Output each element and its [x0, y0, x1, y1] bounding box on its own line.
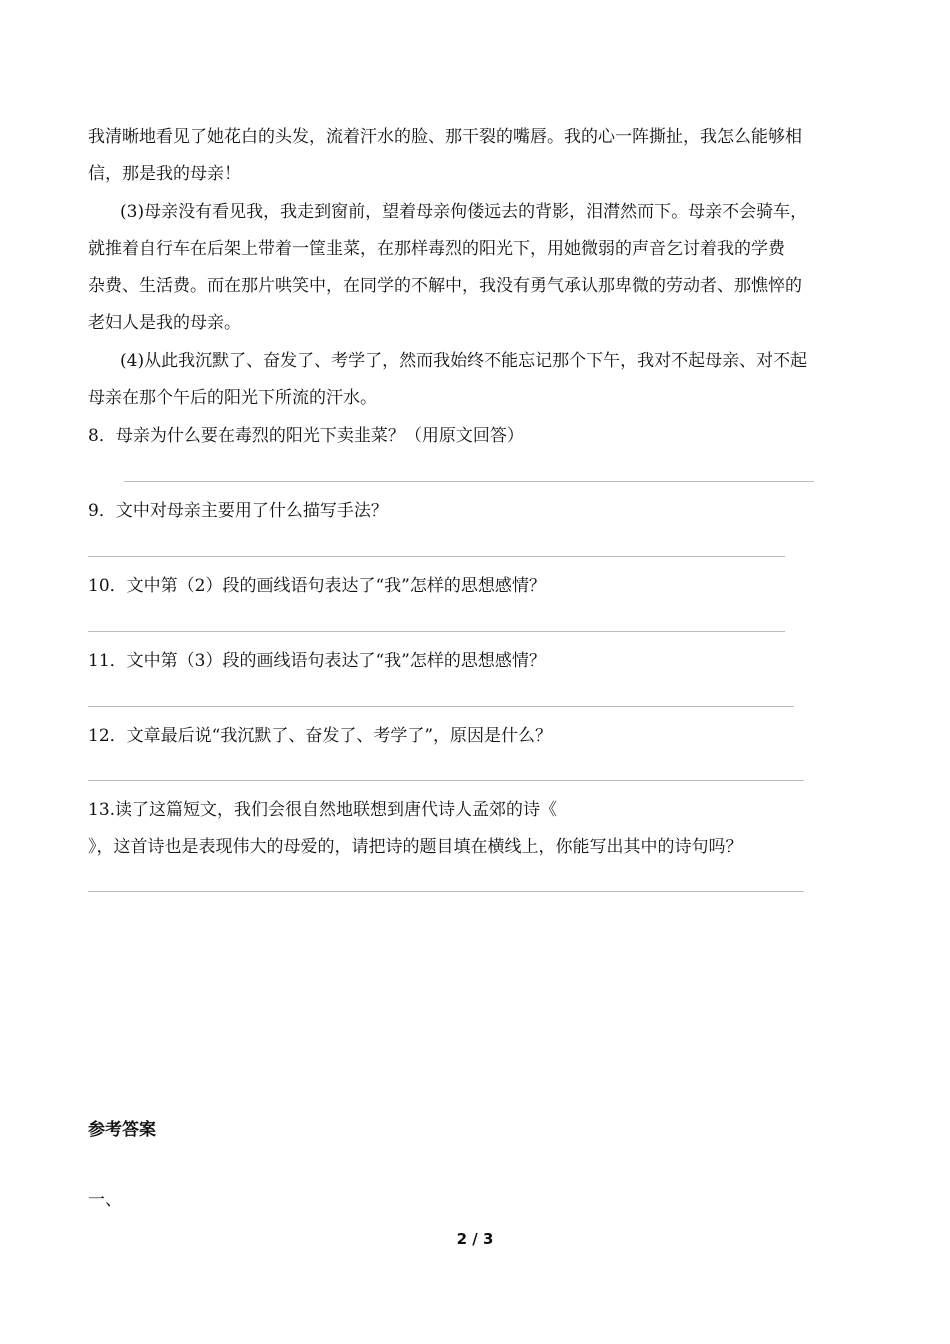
- answers-section-1: 一、: [88, 1190, 122, 1210]
- answer-line-q8[interactable]: [124, 481, 814, 482]
- passage-p3-line4: 老妇人是我的母亲。: [88, 313, 241, 333]
- question-13-line2: 》，这首诗也是表现伟大的母爱的，请把诗的题目填在横线上，你能写出其中的诗句吗？: [88, 837, 743, 857]
- question-13-line1: 13.读了这篇短文，我们会很自然地联想到唐代诗人孟郊的诗《: [88, 800, 558, 820]
- question-12: 12．文章最后说“我沉默了、奋发了、考学了”，原因是什么？: [88, 726, 553, 746]
- answer-line-q10[interactable]: [88, 631, 785, 632]
- passage-p3-line1: (3)母亲没有看见我，我走到窗前，望着母亲佝偻远去的背影，泪潸然而下。母亲不会骑车，: [120, 202, 808, 222]
- answer-line-q13[interactable]: [88, 891, 804, 892]
- question-11: 11．文中第（3）段的画线语句表达了“我”怎样的思想感情？: [88, 651, 546, 671]
- passage-p2-line1: 我清晰地看见了她花白的头发，流着汗水的脸、那干裂的嘴唇。我的心一阵撕扯，我怎么能够相: [88, 127, 802, 147]
- passage-p3-line3: 杂费、生活费。而在那片哄笑中，在同学的不解中，我没有勇气承认那卑微的劳动者、那憔悴的: [88, 276, 802, 296]
- passage-p3-line2: 就推着自行车在后架上带着一筐韭菜，在那样毒烈的阳光下，用她微弱的声音乞讨着我的学费: [88, 239, 785, 259]
- question-10: 10．文中第（2）段的画线语句表达了“我”怎样的思想感情？: [88, 576, 546, 596]
- page-number: 2 / 3: [456, 1230, 494, 1248]
- passage-p2-line2: 信，那是我的母亲！: [88, 164, 241, 184]
- answer-line-q9[interactable]: [88, 556, 785, 557]
- answer-line-q12[interactable]: [88, 780, 804, 781]
- passage-p4-line1: (4)从此我沉默了、奋发了、考学了，然而我始终不能忘记那个下午，我对不起母亲、对不起: [120, 351, 808, 371]
- answers-heading: 参考答案: [88, 1120, 156, 1140]
- answer-line-q11[interactable]: [88, 706, 794, 707]
- question-8: 8．母亲为什么要在毒烈的阳光下卖韭菜？（用原文回答）: [88, 426, 524, 446]
- passage-p4-line2: 母亲在那个午后的阳光下所流的汗水。: [88, 388, 377, 408]
- question-9: 9．文中对母亲主要用了什么描写手法？: [88, 501, 388, 521]
